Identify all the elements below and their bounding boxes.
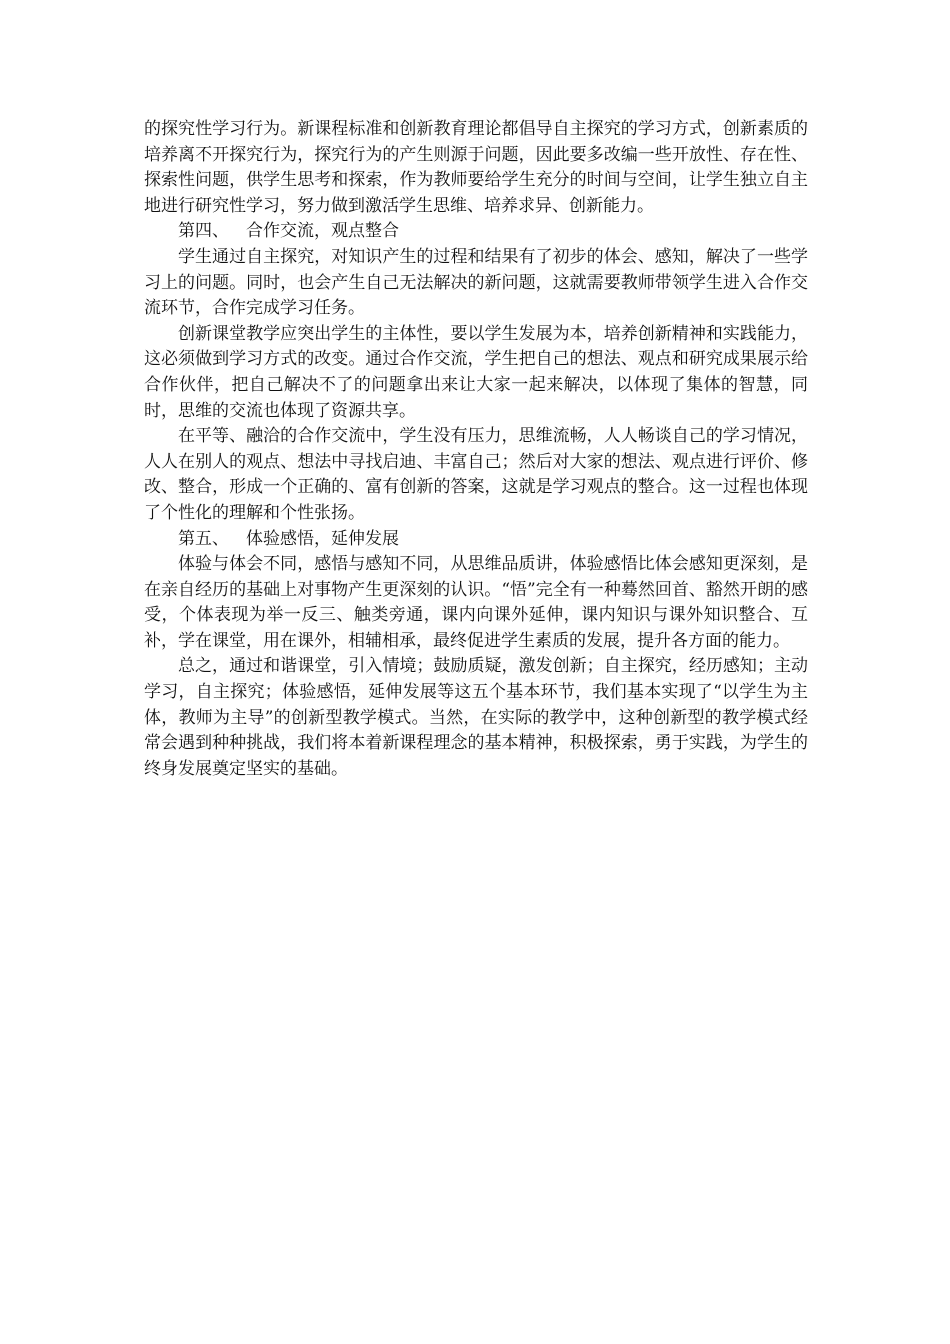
section-number: 第四、 (178, 221, 229, 242)
paragraph: 在平等、融洽的合作交流中，学生没有压力，思维流畅，人人畅谈自己的学习情况，人人在别人的观点、想法中寻找启迪、丰富自己；然后对大家的想法、观点进行评价、修改、整合，形成一个正确的、富有创新的答案，这就是学习观点的整合。这一过程也体现了个性化的理解和个性张扬。 (144, 426, 808, 523)
paragraph: 体验与体会不同，感悟与感知不同，从思维品质讲，体验感悟比体会感知更深刻，是在亲自经历的基础上对事物产生更深刻的认识。“悟”完全有一种蓦然回首、豁然开朗的感受，个体表现为举一反三、触类旁通，课内向课外延伸，课内知识与课外知识整合、互补，学在课堂，用在课外，相辅相承，最终促进学生素质的发展，提升各方面的能力。 (144, 554, 808, 651)
section-heading-5 (144, 527, 808, 553)
paragraph-continuation: 的探究性学习行为。新课程标准和创新教育理论都倡导自主探究的学习方式，创新素质的培养离不开探究行为，探究行为的产生则源于问题，因此要多改编一些开放性、存在性、探索性问题，供学生思考和探索，作为教师要给学生充分的时间与空间，让学生独立自主地进行研究性学习，努力做到激活学生思维、培养求异、创新能力。 (144, 119, 808, 216)
paragraph: 学生通过自主探究，对知识产生的过程和结果有了初步的体会、感知，解决了一些学习上的问题。同时，也会产生自己无法解决的新问题，这就需要教师带领学生进入合作交流环节，合作完成学习任务。 (144, 246, 808, 319)
document-body (144, 117, 808, 782)
paragraph: 创新课堂教学应突出学生的主体性，要以学生发展为本，培养创新精神和实践能力，这必须做到学习方式的改变。通过合作交流，学生把自己的想法、观点和研究成果展示给合作伙伴，把自己解决不了的问题拿出来让大家一起来解决，以体现了集体的智慧，同时，思维的交流也体现了资源共享。 (144, 323, 808, 421)
paragraph-conclusion: 总之，通过和谐课堂，引入情境；鼓励质疑，激发创新；自主探究，经历感知；主动学习，自主探究；体验感悟，延伸发展等这五个基本环节，我们基本实现了“以学生为主体，教师为主导”的创新型教学模式。当然，在实际的教学中，这种创新型的教学模式经常会遇到种种挑战，我们将本着新课程理念的基本精神，积极探索，勇于实践，为学生的终身发展奠定坚实的基础。 (144, 656, 808, 779)
section-number: 第五、 (178, 528, 229, 549)
section-heading-4 (144, 219, 808, 245)
section-title: 合作交流，观点整合 (246, 221, 399, 242)
section-title: 体验感悟，延伸发展 (246, 528, 399, 549)
